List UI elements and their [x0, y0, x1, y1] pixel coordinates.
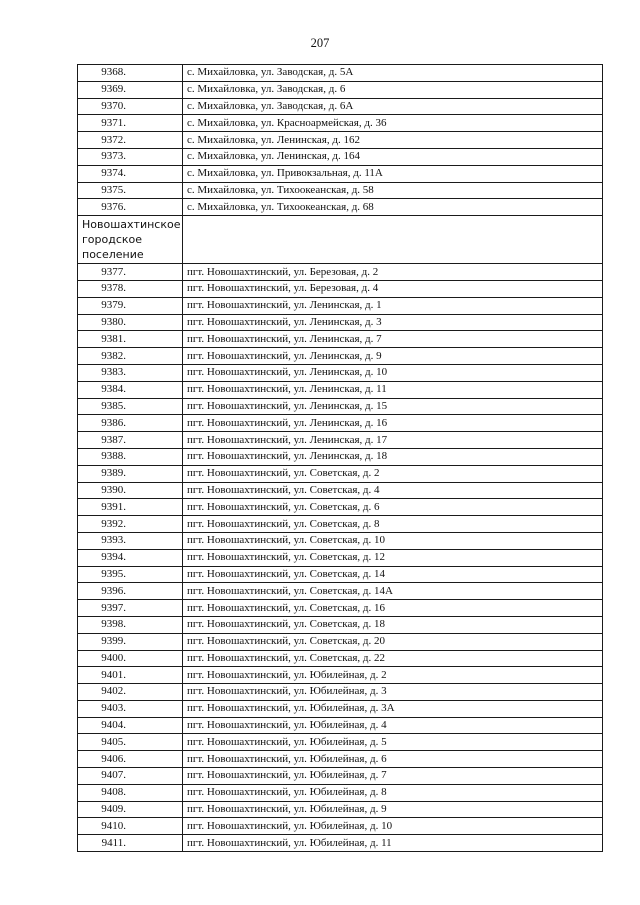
table-row	[78, 314, 603, 331]
settlement-header-row	[78, 216, 603, 264]
row-address: пгт. Новошахтинский, ул. Ленинская, д. 1	[183, 297, 603, 314]
table-row	[78, 465, 603, 482]
table-row	[78, 331, 603, 348]
table-row	[78, 700, 603, 717]
address-table-body	[78, 65, 603, 852]
row-number: 9378.	[78, 280, 183, 297]
table-row	[78, 566, 603, 583]
table-row	[78, 280, 603, 297]
row-number: 9377.	[78, 264, 183, 281]
table-row	[78, 115, 603, 132]
table-row	[78, 199, 603, 216]
row-address: с. Михайловка, ул. Красноармейская, д. 36	[183, 115, 603, 132]
table-row	[78, 801, 603, 818]
row-number: 9401.	[78, 667, 183, 684]
row-number: 9389.	[78, 465, 183, 482]
table-row	[78, 818, 603, 835]
row-address: пгт. Новошахтинский, ул. Юбилейная, д. 7	[183, 768, 603, 785]
row-address: пгт. Новошахтинский, ул. Советская, д. 10	[183, 532, 603, 549]
row-number: 9376.	[78, 199, 183, 216]
row-number: 9375.	[78, 182, 183, 199]
row-address: с. Михайловка, ул. Тихоокеанская, д. 58	[183, 182, 603, 199]
table-row	[78, 182, 603, 199]
row-address: пгт. Новошахтинский, ул. Советская, д. 18	[183, 616, 603, 633]
row-address: пгт. Новошахтинский, ул. Советская, д. 8	[183, 516, 603, 533]
row-address: пгт. Новошахтинский, ул. Ленинская, д. 7	[183, 331, 603, 348]
row-number: 9373.	[78, 148, 183, 165]
row-number: 9392.	[78, 516, 183, 533]
row-address: пгт. Новошахтинский, ул. Юбилейная, д. 8	[183, 784, 603, 801]
row-address: пгт. Новошахтинский, ул. Ленинская, д. 9	[183, 348, 603, 365]
row-address: пгт. Новошахтинский, ул. Ленинская, д. 17	[183, 432, 603, 449]
row-number: 9397.	[78, 600, 183, 617]
row-number: 9399.	[78, 633, 183, 650]
row-address: пгт. Новошахтинский, ул. Советская, д. 4	[183, 482, 603, 499]
row-number: 9374.	[78, 165, 183, 182]
table-row	[78, 448, 603, 465]
table-row	[78, 600, 603, 617]
row-address: пгт. Новошахтинский, ул. Советская, д. 16	[183, 600, 603, 617]
row-address: пгт. Новошахтинский, ул. Юбилейная, д. 4	[183, 717, 603, 734]
table-row	[78, 499, 603, 516]
table-row	[78, 148, 603, 165]
row-number: 9368.	[78, 65, 183, 82]
table-row	[78, 717, 603, 734]
table-row	[78, 297, 603, 314]
row-address: пгт. Новошахтинский, ул. Березовая, д. 2	[183, 264, 603, 281]
row-address: пгт. Новошахтинский, ул. Ленинская, д. 15	[183, 398, 603, 415]
row-address: пгт. Новошахтинский, ул. Ленинская, д. 11	[183, 381, 603, 398]
row-address: с. Михайловка, ул. Ленинская, д. 162	[183, 132, 603, 149]
table-row	[78, 549, 603, 566]
row-address: пгт. Новошахтинский, ул. Юбилейная, д. 5	[183, 734, 603, 751]
table-row	[78, 784, 603, 801]
row-number: 9391.	[78, 499, 183, 516]
row-number: 9394.	[78, 549, 183, 566]
row-address: пгт. Новошахтинский, ул. Юбилейная, д. 11	[183, 835, 603, 852]
row-address: с. Михайловка, ул. Ленинская, д. 164	[183, 148, 603, 165]
row-address: пгт. Новошахтинский, ул. Юбилейная, д. 6	[183, 751, 603, 768]
table-row	[78, 381, 603, 398]
row-address: пгт. Новошахтинский, ул. Юбилейная, д. 10	[183, 818, 603, 835]
row-number: 9380.	[78, 314, 183, 331]
row-address: с. Михайловка, ул. Привокзальная, д. 11А	[183, 165, 603, 182]
table-row	[78, 81, 603, 98]
row-number: 9410.	[78, 818, 183, 835]
row-address: пгт. Новошахтинский, ул. Советская, д. 22	[183, 650, 603, 667]
row-number: 9371.	[78, 115, 183, 132]
table-row	[78, 667, 603, 684]
row-number: 9402.	[78, 684, 183, 701]
table-row	[78, 650, 603, 667]
row-number: 9396.	[78, 583, 183, 600]
row-address: пгт. Новошахтинский, ул. Ленинская, д. 18	[183, 448, 603, 465]
row-address: пгт. Новошахтинский, ул. Советская, д. 14	[183, 566, 603, 583]
row-address: пгт. Новошахтинский, ул. Советская, д. 14А	[183, 583, 603, 600]
row-number: 9383.	[78, 364, 183, 381]
row-address: пгт. Новошахтинский, ул. Советская, д. 6	[183, 499, 603, 516]
row-address: пгт. Новошахтинский, ул. Ленинская, д. 3	[183, 314, 603, 331]
row-address: пгт. Новошахтинский, ул. Юбилейная, д. 9	[183, 801, 603, 818]
row-number: 9370.	[78, 98, 183, 115]
row-number: 9382.	[78, 348, 183, 365]
row-address: пгт. Новошахтинский, ул. Ленинская, д. 10	[183, 364, 603, 381]
row-address: пгт. Новошахтинский, ул. Юбилейная, д. 3	[183, 684, 603, 701]
row-number: 9369.	[78, 81, 183, 98]
table-row	[78, 364, 603, 381]
row-number: 9405.	[78, 734, 183, 751]
row-address: с. Михайловка, ул. Заводская, д. 6	[183, 81, 603, 98]
row-number: 9407.	[78, 768, 183, 785]
table-row	[78, 65, 603, 82]
table-row	[78, 516, 603, 533]
row-address: пгт. Новошахтинский, ул. Советская, д. 2	[183, 465, 603, 482]
table-row	[78, 768, 603, 785]
row-address: пгт. Новошахтинский, ул. Юбилейная, д. 3А	[183, 700, 603, 717]
address-table	[77, 64, 603, 852]
table-row	[78, 415, 603, 432]
row-address: с. Михайловка, ул. Заводская, д. 6А	[183, 98, 603, 115]
row-number: 9395.	[78, 566, 183, 583]
table-row	[78, 684, 603, 701]
row-address: с. Михайловка, ул. Тихоокеанская, д. 68	[183, 199, 603, 216]
page-number: 207	[310, 36, 330, 50]
row-address: пгт. Новошахтинский, ул. Советская, д. 20	[183, 633, 603, 650]
row-number: 9411.	[78, 835, 183, 852]
row-address: с. Михайловка, ул. Заводская, д. 5А	[183, 65, 603, 82]
table-row	[78, 835, 603, 852]
row-number: 9406.	[78, 751, 183, 768]
row-address: пгт. Новошахтинский, ул. Советская, д. 12	[183, 549, 603, 566]
table-row	[78, 583, 603, 600]
settlement-name: Новошахтинское городское поселение	[78, 216, 183, 264]
row-number: 9408.	[78, 784, 183, 801]
table-row	[78, 734, 603, 751]
table-row	[78, 751, 603, 768]
table-row	[78, 132, 603, 149]
row-number: 9372.	[78, 132, 183, 149]
table-row	[78, 98, 603, 115]
row-address: пгт. Новошахтинский, ул. Березовая, д. 4	[183, 280, 603, 297]
row-number: 9404.	[78, 717, 183, 734]
table-row	[78, 633, 603, 650]
row-number: 9379.	[78, 297, 183, 314]
row-number: 9398.	[78, 616, 183, 633]
row-number: 9381.	[78, 331, 183, 348]
row-number: 9409.	[78, 801, 183, 818]
table-row	[78, 165, 603, 182]
table-row	[78, 348, 603, 365]
row-number: 9388.	[78, 448, 183, 465]
row-number: 9403.	[78, 700, 183, 717]
table-row	[78, 616, 603, 633]
row-number: 9400.	[78, 650, 183, 667]
row-number: 9393.	[78, 532, 183, 549]
row-number: 9384.	[78, 381, 183, 398]
row-number: 9386.	[78, 415, 183, 432]
table-row	[78, 482, 603, 499]
table-row	[78, 264, 603, 281]
row-address: пгт. Новошахтинский, ул. Юбилейная, д. 2	[183, 667, 603, 684]
table-row	[78, 432, 603, 449]
row-number: 9390.	[78, 482, 183, 499]
row-number: 9387.	[78, 432, 183, 449]
table-row	[78, 398, 603, 415]
row-address: пгт. Новошахтинский, ул. Ленинская, д. 16	[183, 415, 603, 432]
table-row	[78, 532, 603, 549]
empty-cell	[183, 216, 603, 264]
row-number: 9385.	[78, 398, 183, 415]
